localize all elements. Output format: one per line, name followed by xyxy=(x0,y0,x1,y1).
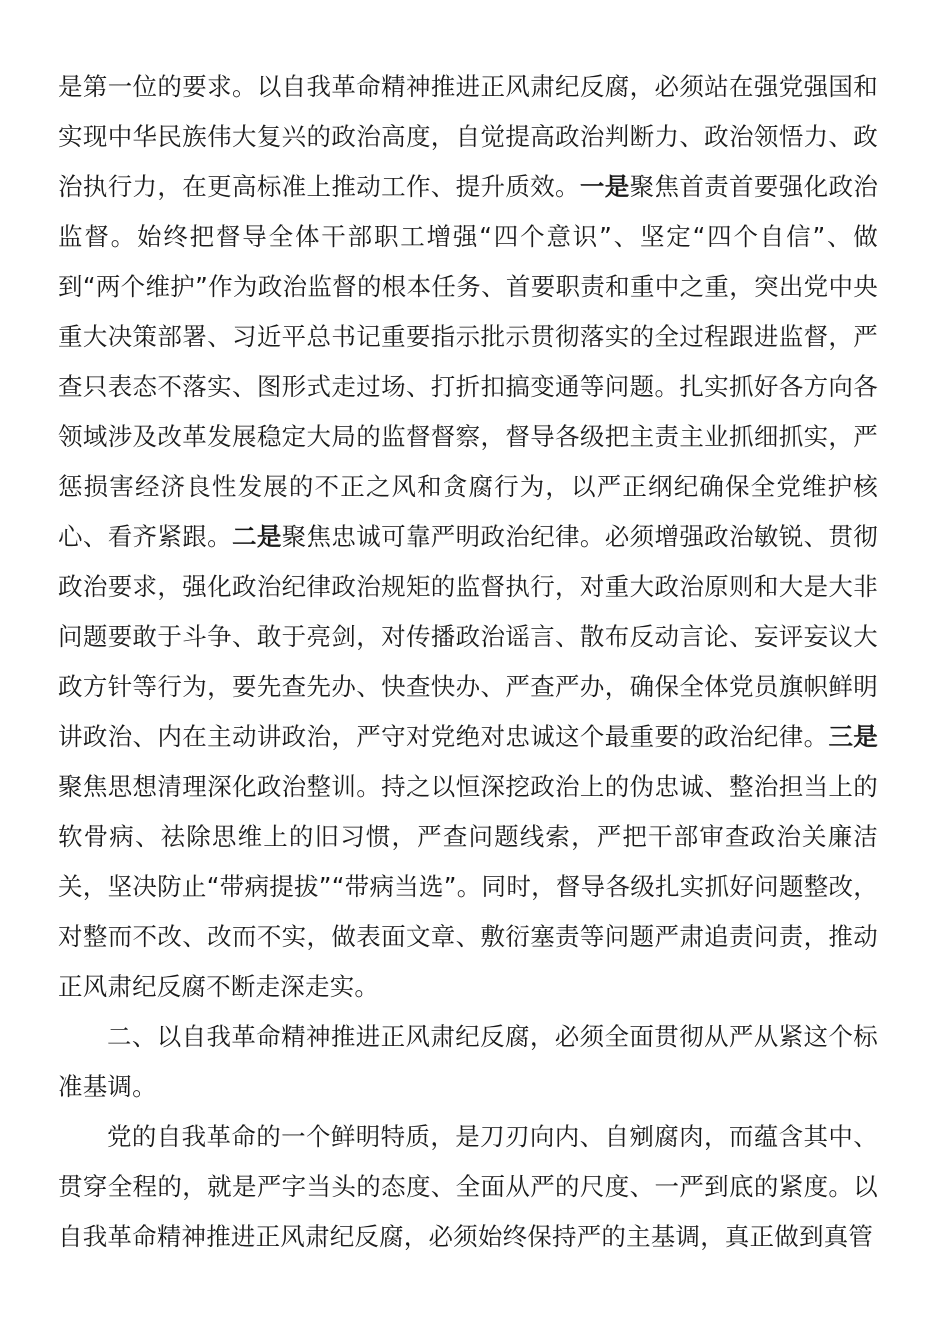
section-heading-2: 二、以自我革命精神推进正风肃纪反腐，必须全面贯彻从严从紧这个标准基调。 xyxy=(58,1022,878,1101)
point-one-label: 一是 xyxy=(579,172,630,201)
body-paragraph-2: 党的自我革命的一个鲜明特质，是刀刃向内、自剜腐肉，而蕴含其中、贯穿全程的，就是严字当头的态度、全面从严的尺度、一严到底的紧度。以自我革命精神推进正风肃纪反腐，必须始终保持严的主基调，真正做到真管 xyxy=(58,1122,878,1251)
paragraph-1-text-a: 是第一位的要求。以自我革命精神推进正风肃纪反腐，必须站在强党强国和实现中华民族伟大复兴的政治高度，自觉提高政治判断力、政治领悟力、政治执行力，在更高标准上推动工作、提升质效。 xyxy=(58,72,878,201)
paragraph-1-text-b: 聚焦首责首要强化政治监督。始终把督导全体干部职工增强“四个意识”、坚定“四个自信”、做到“两个维护”作为政治监督的根本任务、首要职责和重中之重，突出党中央重大决策部署、习近平总书记重要指示批示贯彻落实的全过程跟进监督，严查只表态不落实、图形式走过场、打折扣搞变通等问题。扎实抓好各方向各领域涉及改革发展稳定大局的监督督察，督导各级把主责主业抓细抓实，严惩损害经济良性发展的不正之风和贪腐行为，以严正纲纪确保全党维护核心、看齐紧跟。 xyxy=(58,172,879,551)
body-paragraph-1 xyxy=(58,62,878,1012)
point-three-label: 三是 xyxy=(828,722,878,751)
paragraph-1-text-d: 聚焦思想清理深化政治整训。持之以恒深挖政治上的伪忠诚、整治担当上的软骨病、祛除思维上的旧习惯，严查问题线索，严把干部审查政治关廉洁关，坚决防止“带病提拔”“带病当选”。同时，督导各级扎实抓好问题整改，对整而不改、改而不实，做表面文章、敷衍塞责等问题严肃追责问责，推动正风肃纪反腐不断走深走实。 xyxy=(58,772,878,1001)
point-two-label: 二是 xyxy=(231,522,282,551)
document-page xyxy=(58,62,878,1262)
paragraph-1-text-c: 聚焦忠诚可靠严明政治纪律。必须增强政治敏锐、贯彻政治要求，强化政治纪律政治规矩的监督执行，对重大政治原则和大是大非问题要敢于斗争、敢于亮剑，对传播政治谣言、散布反动言论、妄评妄议大政方针等行为，要先查先办、快查快办、严查严办，确保全体党员旗帜鲜明讲政治、内在主动讲政治，严守对党绝对忠诚这个最重要的政治纪律。 xyxy=(58,522,878,751)
